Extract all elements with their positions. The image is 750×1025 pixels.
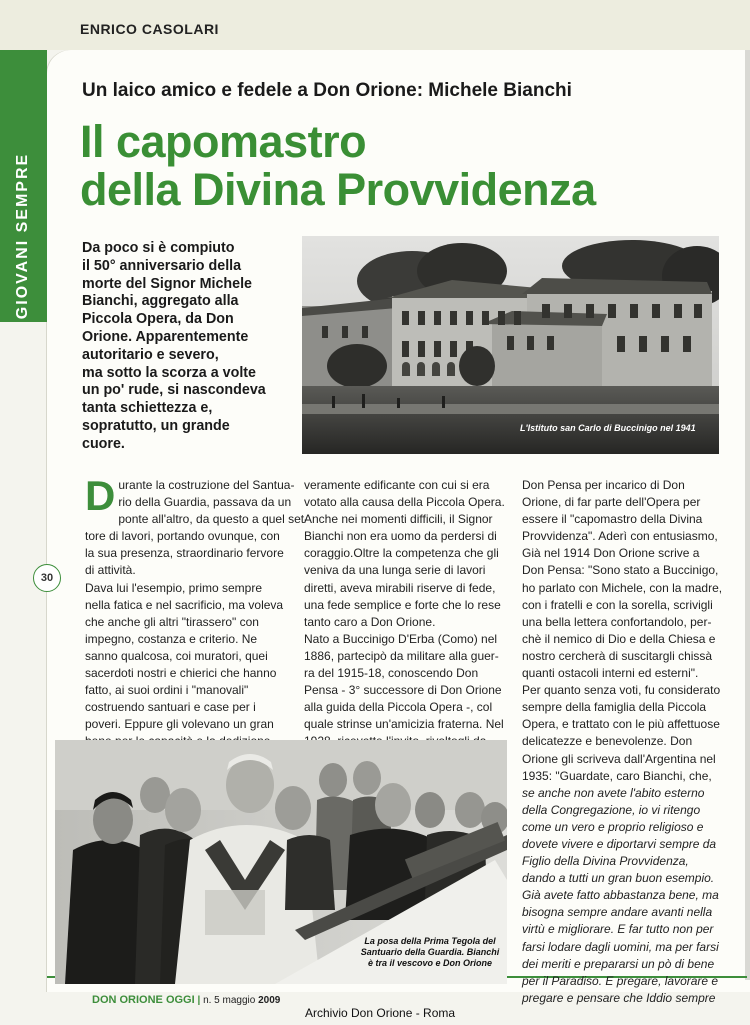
column-line: una fede semplice e forte che lo rese	[304, 597, 501, 612]
column-line: con i fratelli e con la sorella, scrivigli	[522, 597, 713, 612]
column-line-italic: Figlio della Divina Provvidenza,	[522, 854, 689, 869]
text-column-1	[85, 472, 309, 751]
column-line: nostro cercherà di suscitargli chissà	[522, 648, 713, 663]
column-line-italic: Già avete fatto abbastanza bene, ma	[522, 888, 719, 903]
lead-line: morte del Signor Michele	[82, 275, 253, 292]
column-line: Don Pensa: "Sono stato a Buccinigo,	[522, 563, 719, 578]
column-line: ponte all'altro, da questo a quel set-	[118, 512, 309, 527]
text-column-2	[304, 477, 509, 751]
lead-line: sopratutto, un grande	[82, 417, 230, 434]
column-line: sanno qualcosa, coi muratori, quei	[85, 648, 268, 663]
column-line: ho parlato con Michele, con la madre,	[522, 580, 723, 595]
column-line: tanto caro a Don Orione.	[304, 614, 436, 629]
section-tab	[0, 50, 47, 322]
column-line: alla guida della Piccola Opera -, col	[304, 700, 493, 715]
column-line: impegno, costanza e criterio. Ne	[85, 631, 258, 646]
column-line: Dava lui l'esempio, primo sempre	[85, 580, 263, 595]
column-line: Pensa - 3° successore di Don Orione	[304, 683, 502, 698]
column-line: rio della Guardia, passava da un	[118, 495, 292, 510]
column-line: Bianchi non era uomo da perdersi di	[304, 529, 497, 544]
article-title-line1: Il capomastro	[80, 116, 367, 167]
column-line: sacerdoti nostri e chierici che hanno	[85, 666, 277, 681]
column-line: urante la costruzione del Santua-	[118, 478, 295, 492]
column-line: Don Pensa per incarico di Don	[522, 478, 685, 492]
drop-cap: D	[85, 472, 116, 519]
column-line: tore di lavori, portando ovunque, con	[85, 529, 280, 544]
caption-line: è tra il vescovo e Don Orione	[367, 958, 493, 968]
column-line: di attività.	[85, 563, 136, 578]
column-line: ra del 1915-18, conoscendo Don	[304, 666, 479, 681]
issue-year: 2009	[258, 995, 281, 1006]
footer	[92, 994, 280, 1006]
column-line: essere il "capomastro della Divina	[522, 512, 703, 527]
article-title-line2: della Divina Provvidenza	[80, 164, 596, 215]
column-line: sempre della famiglia della Piccola	[522, 700, 707, 715]
column-line: Nato a Buccinigo D'Erba (Como) nel	[304, 631, 498, 646]
lead-paragraph	[82, 240, 302, 454]
caption-line: Santuario della Guardia. Bianchi	[360, 947, 500, 957]
column-line-italic: dando a tutti un gran buon esempio.	[522, 871, 715, 886]
column-line: poveri. Eppure gli volevano un gran	[85, 717, 274, 732]
column-line: Orione gli scriveva dall'Argentina nel	[522, 751, 716, 766]
column-line: veramente edificante con cui si era	[304, 478, 490, 492]
column-line-italic: virtù e migliorare. E far tutto non per	[522, 922, 714, 937]
lead-line: Orione. Apparentemente	[82, 328, 249, 345]
column-line: Già nel 1914 Don Orione scrive a	[522, 546, 700, 561]
caption-line: La posa della Prima Tegola del	[364, 936, 496, 946]
column-line: votato alla causa della Piccola Opera.	[304, 495, 505, 510]
column-line: Per quanto senza voti, fu considerato	[522, 683, 721, 698]
column-line-italic: dei meriti e prepararsi un pò di bene	[522, 956, 715, 971]
lead-line: Bianchi, aggregato alla	[82, 293, 239, 310]
photo2-caption	[360, 936, 500, 969]
lead-line: un po' rude, si nascondeva	[82, 382, 266, 399]
magazine-name: DON ORIONE OGGI	[92, 994, 195, 1006]
column-line-italic: farsi lodare dagli uomini, ma per farsi	[522, 939, 719, 954]
column-line: diretti, aveva mirabili riserve di fede,	[304, 580, 496, 595]
footer-separator: |	[197, 995, 201, 1006]
page-number: 30	[33, 564, 61, 592]
archive-credit: Archivio Don Orione - Roma	[305, 1006, 456, 1020]
page-edge	[745, 50, 750, 980]
column-line: costruendo santuari e case per i	[85, 700, 256, 715]
column-line: coraggio.Oltre la competenza che gli	[304, 546, 499, 561]
issue-prefix: n. 5 maggio	[203, 995, 259, 1006]
column-line: veniva da una lunga serie di lavori	[304, 563, 486, 578]
column-line: delicatezze e benevolenze. Don	[522, 734, 693, 749]
column-line: Opera, e trattato con le più affettuose	[522, 717, 720, 732]
photo-istituto-buccinigo	[302, 236, 719, 454]
article-subtitle: Un laico amico e fedele a Don Orione: Michele Bianchi	[82, 80, 572, 101]
section-label: GIOVANI SEMPRE	[14, 152, 31, 320]
column-line: fatto, ai suoi ordini i "manovali"	[85, 683, 249, 698]
column-line: che anche gli altri "tirassero" con	[85, 614, 259, 629]
lead-line: tanta schiettezza e,	[82, 400, 213, 417]
column-line-italic: della Congregazione, io vi ritengo	[522, 802, 701, 817]
column-line: Orione, di far parte dell'Opera per	[522, 495, 701, 510]
column-line-italic: come un vero e proprio religioso e	[522, 819, 704, 834]
column-line-italic: bisogna sempre andare avanti nella	[522, 905, 713, 920]
column-line-italic: pregare e pensare che Iddio sempre	[522, 990, 716, 1005]
lead-line: il 50° anniversario della	[82, 257, 242, 274]
column-line: quale strinse un'amicizia fraterna. Nel	[304, 717, 504, 732]
column-line: 1935: "Guardate, caro Bianchi, che,	[522, 768, 712, 783]
lead-line: Piccola Opera, da Don	[82, 311, 234, 328]
text-column-3	[522, 477, 727, 1007]
column-line: 1886, partecipò da militare alla guer-	[304, 648, 499, 663]
photo1-caption: L'Istituto san Carlo di Buccinigo nel 1941	[520, 423, 696, 433]
column-line: Anche nei momenti difficili, il Signor	[304, 512, 493, 527]
lead-line: cuore.	[82, 435, 125, 452]
lead-line: Da poco si è compiuto	[82, 240, 235, 256]
column-line-italic: per il Paradiso. E pregare, lavorare e	[522, 973, 719, 988]
lead-line: autoritario e severo,	[82, 346, 219, 363]
lead-line: ma sotto la scorza a volte	[82, 364, 257, 381]
column-line: Provvidenza". Aderì con entusiasmo,	[522, 529, 718, 544]
author-name: ENRICO CASOLARI	[80, 21, 219, 37]
column-line-italic: se anche non avete l'abito esterno	[522, 785, 705, 800]
column-line: la sua presenza, straordinario fervore	[85, 546, 284, 561]
column-line: chè il nemico di Dio e della Chiesa e	[522, 631, 716, 646]
column-line: quanti ostacoli interni ed esterni".	[522, 666, 699, 681]
column-line: una bella lettera confortandolo, per-	[522, 614, 712, 629]
column-line: nella fatica e nel sacrificio, ma voleva	[85, 597, 284, 612]
column-line-italic: dovete vivere e diportarvi sempre da	[522, 836, 717, 851]
